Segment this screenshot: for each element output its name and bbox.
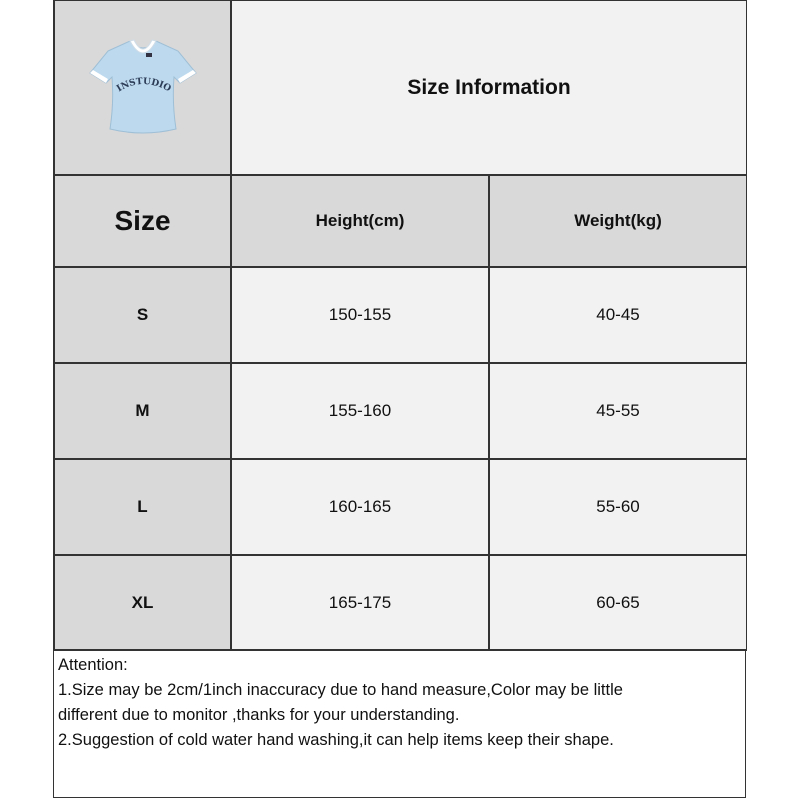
height-cell: 150-155 bbox=[231, 267, 489, 363]
height-cell: 160-165 bbox=[231, 459, 489, 555]
height-cell: 155-160 bbox=[231, 363, 489, 459]
product-thumbnail bbox=[54, 0, 231, 175]
weight-cell: 55-60 bbox=[489, 459, 747, 555]
weight-cell: 45-55 bbox=[489, 363, 747, 459]
header-size: Size bbox=[54, 175, 231, 267]
attention-notes bbox=[54, 650, 747, 798]
weight-cell: 60-65 bbox=[489, 555, 747, 650]
notes-line-2: 2.Suggestion of cold water hand washing,it can help items keep their shape. bbox=[58, 731, 614, 749]
size-cell: L bbox=[54, 459, 231, 555]
notes-heading: Attention: bbox=[58, 656, 128, 674]
header-height: Height(cm) bbox=[231, 175, 489, 267]
shirt-print: INSTUDIO bbox=[114, 76, 172, 94]
weight-cell: 40-45 bbox=[489, 267, 747, 363]
size-chart-sheet bbox=[53, 0, 746, 798]
notes-line-1b: different due to monitor ,thanks for your understanding. bbox=[58, 706, 460, 724]
page-title: Size Information bbox=[231, 0, 747, 175]
notes-line-1a: 1.Size may be 2cm/1inch inaccuracy due to hand measure,Color may be little bbox=[58, 681, 623, 699]
height-cell: 165-175 bbox=[231, 555, 489, 650]
size-cell: S bbox=[54, 267, 231, 363]
tshirt-image bbox=[68, 33, 218, 143]
header-weight: Weight(kg) bbox=[489, 175, 747, 267]
size-cell: M bbox=[54, 363, 231, 459]
size-cell: XL bbox=[54, 555, 231, 650]
